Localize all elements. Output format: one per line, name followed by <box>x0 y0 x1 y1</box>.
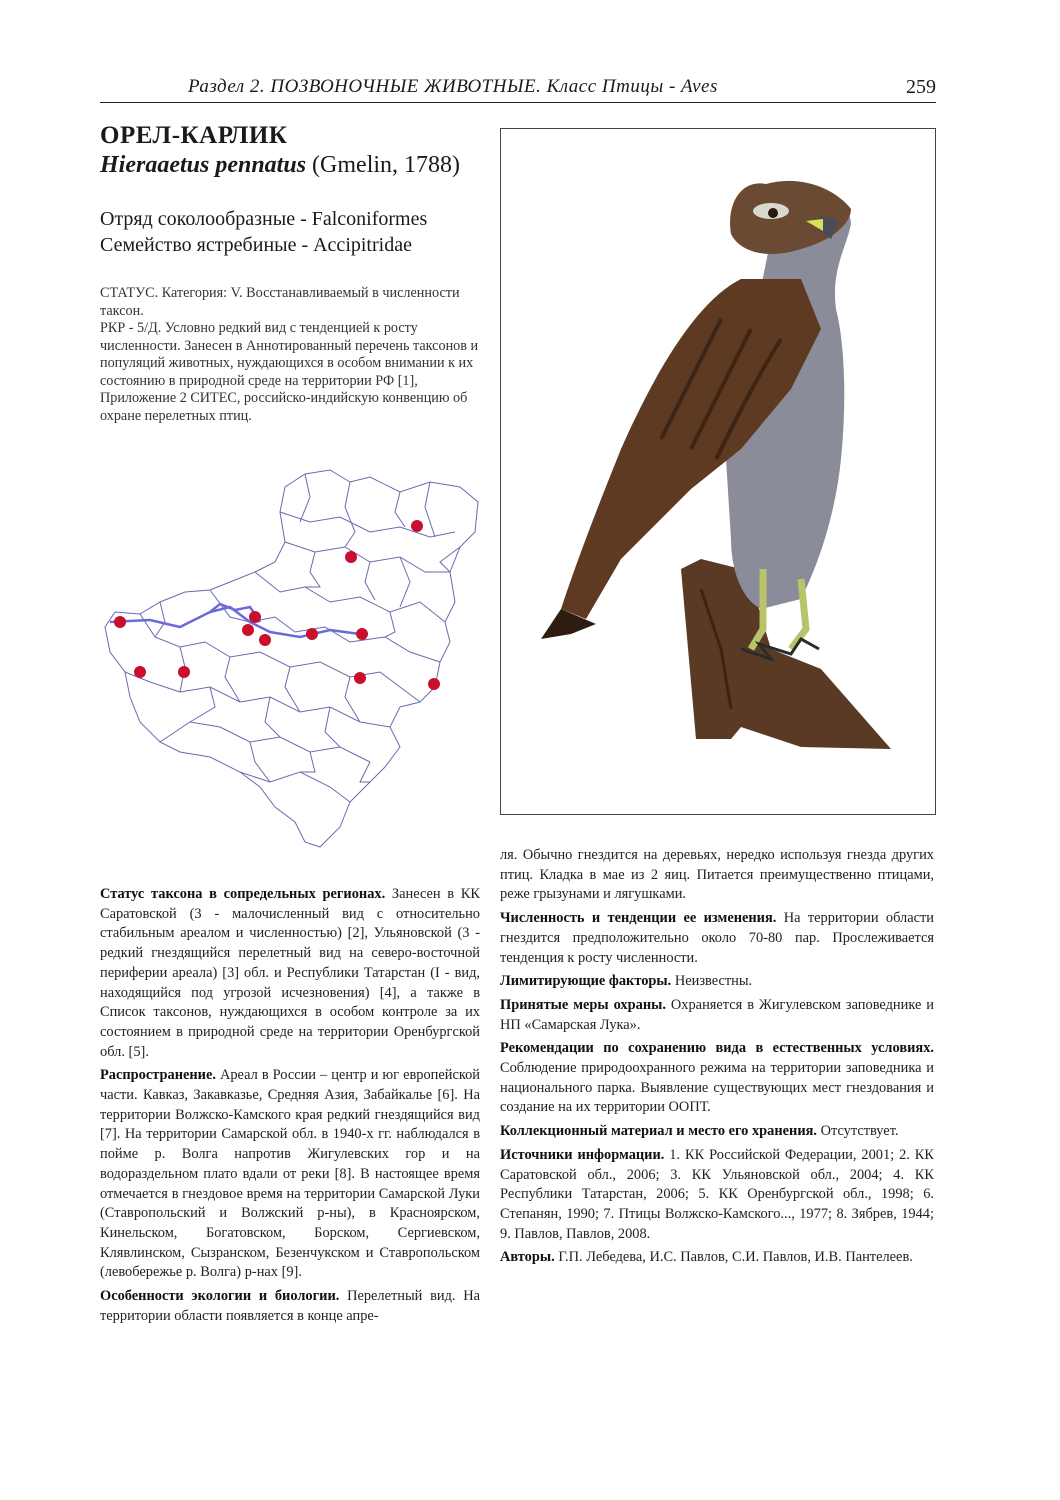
distribution-paragraph <box>100 1066 480 1283</box>
ecology-paragraph <box>100 1287 480 1326</box>
protection-measures-paragraph <box>500 996 934 1035</box>
species-name: ОРЕЛ-КАРЛИК <box>100 122 288 149</box>
status-category: СТАТУС. Категория: V. Восстанавливаемый в численности таксон. <box>100 285 460 319</box>
family-line: Семейство ястребиные - Accipitridae <box>100 234 412 256</box>
collection-heading: Коллекционный материал и место его хранения. <box>500 1123 818 1140</box>
limiting-factors-paragraph <box>500 972 934 992</box>
bird-illustration-frame <box>500 128 936 815</box>
authors-paragraph <box>500 1248 934 1268</box>
limiting-factors-heading: Лимитирующие факторы. <box>500 973 672 990</box>
ecology-continuation: ля. Обычно гнездится на деревьях, нередко используя гнезда других птиц. Кладка в мае из 2 яиц. Питается преимущественно птицами, реже грызунами и лягушками. <box>500 847 934 903</box>
protection-measures-body: Охраняется в Жигулевском заповеднике и НП «Самарская Лука». <box>500 996 934 1033</box>
collection-paragraph <box>500 1122 934 1142</box>
status-rkr: РКР - 5/Д. Условно редкий вид с тенденцией к росту численности. Занесен в Аннотированный перечень таксонов и популяций животных, нуждающихся в особом внимании к их состоянию в природной среде на территории РФ [1], Приложение 2 СИТЕС, российско-индийскую конвенцию об охране перелетных птиц. <box>100 320 479 424</box>
taxonomy <box>100 206 427 258</box>
record-dot <box>354 672 366 684</box>
section-title: Раздел 2. ПОЗВОНОЧНЫЕ ЖИВОТНЫЕ. Класс Птицы - Aves <box>188 76 718 97</box>
distribution-heading: Распространение. <box>100 1067 216 1084</box>
authors-body: Г.П. Лебедева, И.С. Павлов, С.И. Павлов, И.В. Пантелеев. <box>554 1249 913 1266</box>
page-header <box>100 72 936 103</box>
record-dot <box>114 616 126 628</box>
page-number: 259 <box>906 76 936 98</box>
record-dots <box>114 520 440 690</box>
sources-body: 1. КК Российской Федерации, 2001; 2. КК Саратовской обл., 2006; 3. КК Ульяновской обл., 2004; 4. КК Республики Татарстан, 2006; 5. КК Оренбургской обл., 1998; 6. Степанян, 1990; 7. Птицы Волжско-Камского..., 1977; 8. Зябрев, 1944; 9. Павлов, Павлов, 2008. <box>500 1146 934 1242</box>
recommendations-paragraph <box>500 1039 934 1118</box>
adjacent-regions-heading: Статус таксона в сопредельных регионах. <box>100 886 386 902</box>
collection-body: Отсутствует. <box>817 1123 899 1140</box>
distribution-map <box>100 452 485 852</box>
limiting-factors-body: Неизвестны. <box>671 973 753 990</box>
record-dot <box>259 634 271 646</box>
authors-heading: Авторы. <box>500 1249 555 1266</box>
recommendations-heading: Рекомендации по сохранению вида в естественных условиях. <box>500 1040 934 1057</box>
record-dot <box>242 624 254 636</box>
adjacent-regions-body: Занесен в КК Саратовской (3 - малочисленный вид с относительно стабильным ареалом и численностью) [2], Ульяновской (3 - редкий гнездящийся перелетный вид на северо-восточной периферии ареала) [3] обл. и Республики Татарстан (I - вид, находящийся под угрозой исчезновения) [4], а также в Список таксонов, нуждающихся в особом контроле за их состоянием в природной среде на территории Оренбургской обл. [5]. <box>100 886 481 1060</box>
adjacent-regions-paragraph <box>100 885 480 1062</box>
abundance-body: На территории области гнездится предположительно около 70-80 пар. Прослеживается тенденция к росту численности. <box>500 910 934 966</box>
sources-paragraph <box>500 1146 934 1245</box>
status-block <box>100 285 480 425</box>
left-column-text <box>100 885 480 1330</box>
recommendations-body: Соблюдение природоохранного режима на территории заповедника и национального парка. Выявление существующих мест гнездования и создание на их территории ООПТ. <box>500 1060 934 1116</box>
abundance-heading: Численность и тенденции ее изменения. <box>500 910 777 927</box>
right-column-text <box>500 846 934 1272</box>
species-author: (Gmelin, 1788) <box>312 152 461 178</box>
distribution-body: Ареал в России – центр и юг европейской части. Кавказ, Закавказье, Средняя Азия, Забайкалье [6]. На территории Волжско-Камского края редкий гнездящийся вид [7]. На территории Самарской обл. в 1940-х гг. наблюдался в пойме р. Волга напротив Жигулевских гор и на водораздельном плато вдали от реки [8]. В настоящее время отмечается в гнездовое время на территории Самарской Луки (Ставропольский и Волжский р-ны), в Красноярском, Кинельском, Богатовском, Борском, Сергиевском, Клявлинском, Сызранском, Безенчукском и Ставропольском (левобережье р. Волга) р-нах [9]. <box>100 1067 480 1281</box>
protection-measures-heading: Принятые меры охраны. <box>500 996 666 1013</box>
species-latin-name <box>100 152 460 179</box>
record-dot <box>356 628 368 640</box>
record-dot <box>249 611 261 623</box>
abundance-paragraph <box>500 909 934 968</box>
ecology-body: Перелетный вид. На территории области появляется в конце апре- <box>100 1288 480 1324</box>
sources-heading: Источники информации. <box>500 1146 665 1163</box>
latin-binomial: Hieraaetus pennatus <box>100 152 307 178</box>
record-dot <box>345 551 357 563</box>
ecology-heading: Особенности экологии и биологии. <box>100 1288 340 1305</box>
record-dot <box>306 628 318 640</box>
booted-eagle-illustration <box>501 129 935 814</box>
record-dot <box>428 678 440 690</box>
eye <box>768 208 778 218</box>
record-dot <box>134 666 146 678</box>
record-dot <box>178 666 190 678</box>
record-dot <box>411 520 423 532</box>
order-line: Отряд соколообразные - Falconiformes <box>100 208 428 230</box>
